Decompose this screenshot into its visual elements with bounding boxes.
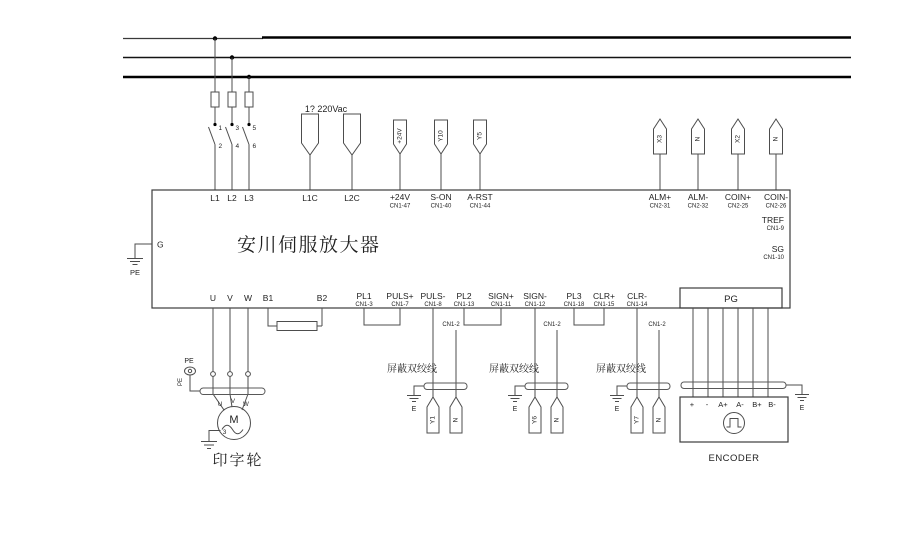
marker-label: +24V <box>396 128 404 144</box>
encoder-terminal-label: + <box>689 400 695 409</box>
terminal-label: PULS+ <box>386 291 414 301</box>
terminal-label: SG <box>771 244 784 254</box>
pe-label: PE <box>184 358 194 365</box>
marker-label: Y10 <box>437 130 445 142</box>
terminal-label: +24V <box>389 192 411 202</box>
shield-ground-label: E <box>512 406 518 413</box>
contact-terminal-dot <box>213 123 216 126</box>
marker-label: N <box>655 417 663 423</box>
terminal-pin: CN1-13 <box>453 302 475 308</box>
connector-point <box>246 372 251 377</box>
marker-label: X2 <box>734 135 742 143</box>
terminal-label: ALM+ <box>648 192 672 202</box>
terminal-pin: CN1-11 <box>490 302 512 308</box>
motor-letter: M <box>229 414 239 426</box>
motor-lead-label: V <box>230 399 236 405</box>
contact-number: 4 <box>235 143 240 150</box>
marker-label: Y6 <box>531 416 539 424</box>
shielded-pair-label: 屏蔽双绞线 <box>596 364 646 375</box>
terminal-label: L2C <box>344 193 360 203</box>
terminal-label: B2 <box>316 293 328 303</box>
motor-phase: 3 <box>222 429 227 436</box>
motor-lead-label: W <box>243 402 249 408</box>
shield-ground-label: E <box>614 406 620 413</box>
pe-label-rotated: PE <box>178 377 184 387</box>
pe-label: PE <box>129 268 141 277</box>
encoder-caption: ENCODER <box>708 453 760 464</box>
marker-label: Y1 <box>429 416 437 424</box>
terminal-pin: CN1-9 <box>766 226 784 232</box>
marker-label: Y7 <box>633 416 641 424</box>
terminal-label: L1C <box>302 193 318 203</box>
terminal-label: U <box>209 293 217 303</box>
terminal-label: W <box>243 293 253 303</box>
motor-lead-label: U <box>217 402 223 408</box>
marker-label: N <box>772 136 780 142</box>
contact-number: 1 <box>218 125 223 132</box>
marker-label: Y5 <box>476 132 484 140</box>
cn-shell-label: CN1-2 <box>442 322 460 328</box>
marker-label: N <box>553 417 561 423</box>
terminal-label: ALM- <box>687 192 709 202</box>
contact-number: 3 <box>235 125 240 132</box>
amplifier-title: 安川伺服放大器 <box>237 235 381 256</box>
shield-ground-label: E <box>799 405 805 412</box>
terminal-pin: CN1-12 <box>524 302 546 308</box>
terminal-label: L3 <box>244 193 254 203</box>
ground-terminal-label: G <box>157 239 164 250</box>
motor-caption: 印字轮 <box>212 452 264 469</box>
terminal-label: V <box>227 293 233 303</box>
terminal-label: PL1 <box>356 291 372 301</box>
terminal-pin: CN1-15 <box>593 302 615 308</box>
terminal-label: S-ON <box>430 192 452 202</box>
marker-label: N <box>694 136 702 142</box>
terminal-label: A-RST <box>467 192 493 202</box>
contact-terminal-dot <box>247 123 250 126</box>
terminal-label: L2 <box>227 193 237 203</box>
contact-number: 6 <box>252 143 257 150</box>
terminal-pin: CN1-3 <box>355 302 373 308</box>
terminal-pin: CN1-40 <box>430 203 452 210</box>
pg-label: PG <box>724 294 738 305</box>
terminal-pin: CN1-18 <box>563 302 585 308</box>
terminal-label: SIGN- <box>523 291 547 301</box>
shielded-pair-label: 屏蔽双绞线 <box>387 364 437 375</box>
encoder-terminal-label: - <box>705 400 709 409</box>
terminal-label: COIN- <box>763 192 789 202</box>
terminal-label: B1 <box>262 293 274 303</box>
terminal-pin: CN2-26 <box>765 203 787 210</box>
contact-terminal-dot <box>230 123 233 126</box>
terminal-pin: CN1-14 <box>626 302 648 308</box>
terminal-pin: CN2-32 <box>687 203 709 210</box>
marker-label: N <box>452 417 460 423</box>
terminal-label: CLR+ <box>593 291 615 301</box>
contact-number: 5 <box>252 125 257 132</box>
terminal-label: CLR- <box>627 291 647 301</box>
shield-ground-label: E <box>411 406 417 413</box>
terminal-label: PULS- <box>420 291 446 301</box>
terminal-pin: CN1-7 <box>391 302 409 308</box>
terminal-label: COIN+ <box>724 192 752 202</box>
terminal-pin: CN1-10 <box>763 255 784 261</box>
encoder-terminal-label: B- <box>768 400 776 409</box>
connector-point <box>228 372 233 377</box>
connector-point <box>211 372 216 377</box>
encoder-terminal-label: A- <box>736 400 744 409</box>
terminal-label: TREF <box>761 215 784 225</box>
terminal-pin: CN1-44 <box>469 203 491 210</box>
terminal-pin: CN2-25 <box>727 203 749 210</box>
shielded-pair-label: 屏蔽双绞线 <box>489 364 539 375</box>
terminal-label: L1 <box>210 193 220 203</box>
encoder-terminal-label: A+ <box>718 400 728 409</box>
cn-shell-label: CN1-2 <box>648 322 666 328</box>
marker-label: X3 <box>656 135 664 143</box>
terminal-pin: CN1-8 <box>424 302 442 308</box>
terminal-pin: CN1-47 <box>389 203 411 210</box>
encoder-terminal-label: B+ <box>752 400 762 409</box>
terminal-label: PL2 <box>456 291 472 301</box>
supply-voltage-label: 1? 220Vac <box>304 104 348 114</box>
terminal-label: SIGN+ <box>488 291 514 301</box>
cn-shell-label: CN1-2 <box>543 322 561 328</box>
terminal-label: PL3 <box>566 291 582 301</box>
terminal-pin: CN2-31 <box>649 203 671 210</box>
contact-number: 2 <box>218 143 223 150</box>
